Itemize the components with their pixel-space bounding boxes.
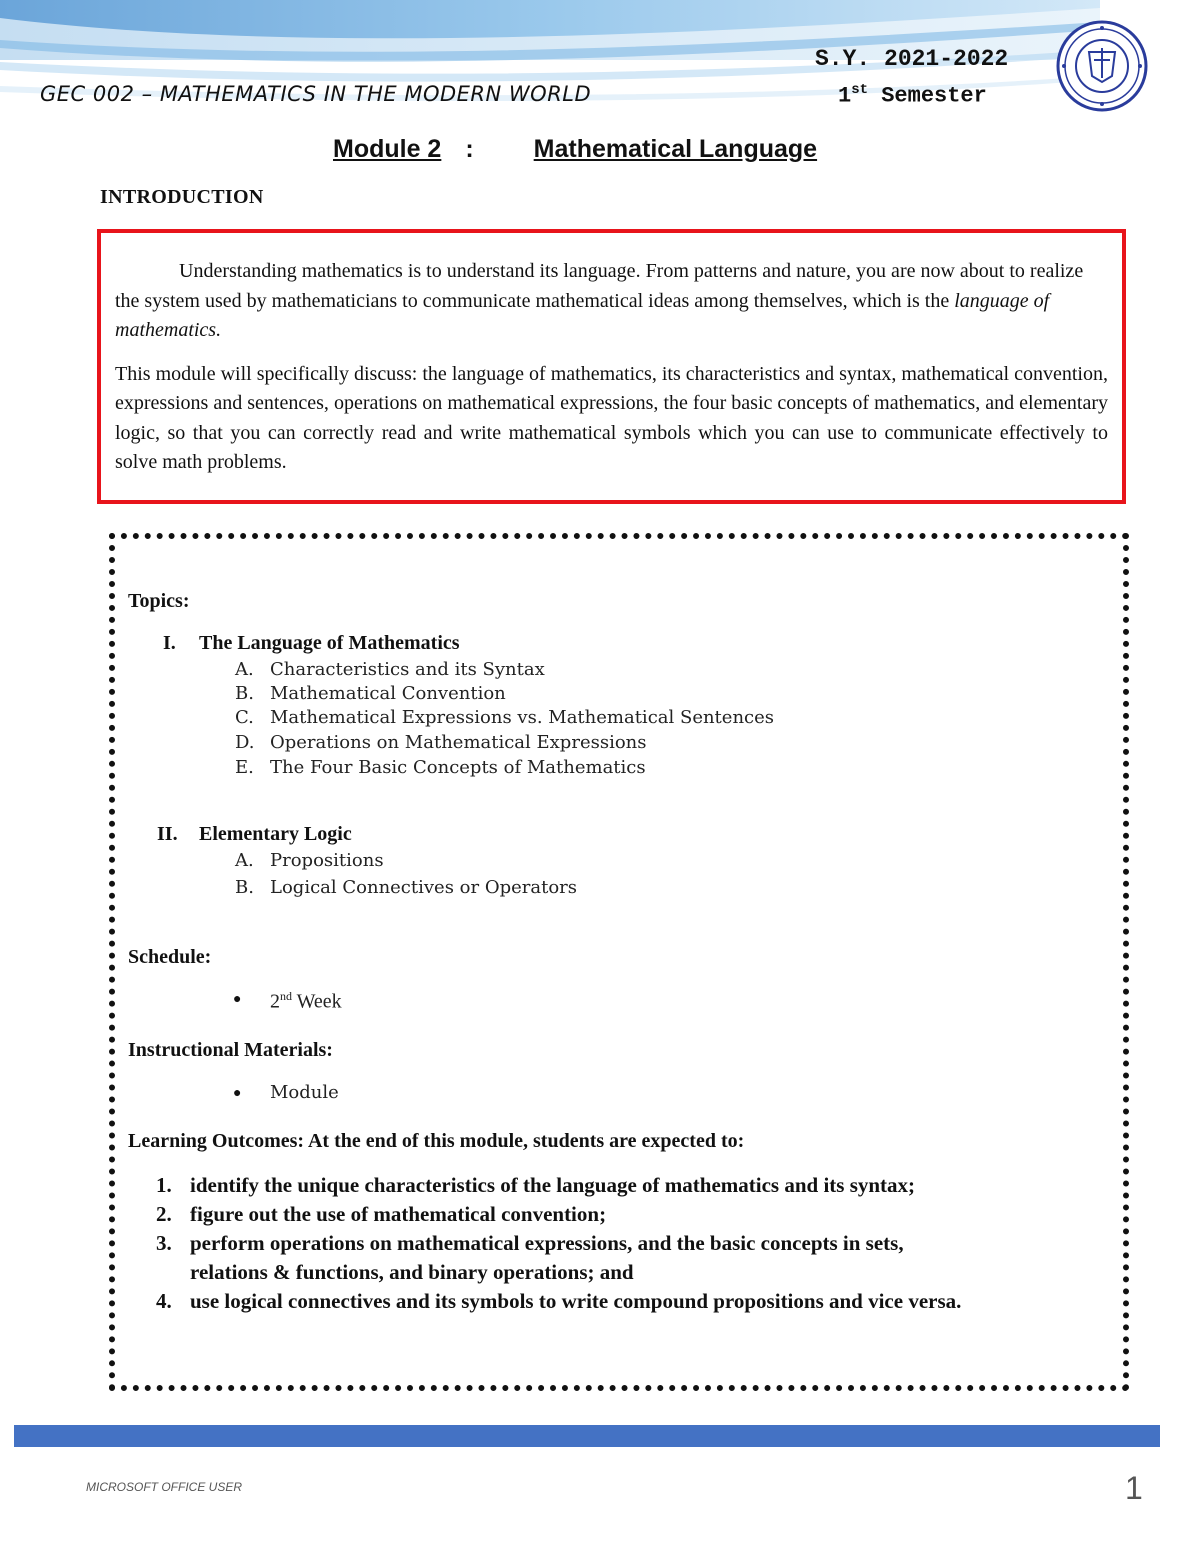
semester-number: 1 [838, 83, 852, 109]
topic-item: Operations on Mathematical Expressions [270, 732, 647, 753]
topics-heading: Topics: [128, 590, 190, 612]
footer-user: MICROSOFT OFFICE USER [86, 1480, 242, 1494]
topic-item: Logical Connectives or Operators [270, 877, 578, 898]
section-numeral: I. [163, 632, 176, 654]
outcome-item: use logical connectives and its symbols to write compound propositions and vice versa. [190, 1289, 962, 1313]
intro-paragraph-1: Understanding mathematics is to understand its language. From patterns and nature, you are now about to realize the system used by mathematicians to communicate mathematical ideas among themselves, which is the language of mathematics. [115, 260, 1084, 341]
topic-item-letter: E. [235, 757, 254, 778]
section-title: The Language of Mathematics [199, 632, 460, 654]
outcome-item-continued: relations & functions, and binary operations; and [190, 1260, 634, 1284]
topic-item-letter: B. [235, 877, 254, 898]
outcome-item: identify the unique characteristics of the language of mathematics and its syntax; [190, 1173, 916, 1197]
topic-item-letter: C. [235, 707, 254, 728]
semester-suffix: st [851, 82, 869, 98]
topic-item: Characteristics and its Syntax [270, 659, 545, 680]
topic-item-letter: B. [235, 683, 254, 704]
module-heading [333, 135, 817, 164]
materials-heading: Instructional Materials: [128, 1039, 333, 1061]
page-number: 1 [1125, 1470, 1143, 1506]
module-separator: : [465, 135, 474, 163]
topic-item-letter: A. [235, 850, 254, 871]
outcome-item: figure out the use of mathematical convention; [190, 1202, 607, 1226]
introduction-box [97, 229, 1126, 504]
intro-emphasis: language of mathematics. [115, 289, 1050, 341]
section-numeral: II. [157, 823, 178, 845]
topic-item: Mathematical Convention [270, 683, 506, 704]
schedule-week: 2nd Week [270, 989, 342, 1013]
course-title: GEC 002 – MATHEMATICS IN THE MODERN WORLD [40, 82, 592, 106]
university-seal-icon [1056, 20, 1148, 112]
outcome-number: 3. [156, 1231, 172, 1255]
outcome-number: 1. [156, 1173, 172, 1197]
introduction-heading: INTRODUCTION [100, 186, 264, 208]
outcome-item: perform operations on mathematical expressions, and the basic concepts in sets, [190, 1231, 904, 1255]
section-title: Elementary Logic [199, 823, 352, 845]
module-label: Module 2 [333, 135, 442, 163]
topic-item-letter: A. [235, 659, 254, 680]
bullet-icon: ● [233, 1086, 242, 1101]
schedule-heading: Schedule: [128, 946, 212, 968]
topic-item-letter: D. [235, 732, 255, 753]
topic-item: The Four Basic Concepts of Mathematics [270, 757, 646, 778]
outcome-number: 4. [156, 1289, 172, 1313]
bullet-icon: ● [233, 992, 242, 1007]
module-title: Mathematical Language [533, 135, 818, 163]
outcomes-heading: Learning Outcomes: At the end of this module, students are expected to: [128, 1130, 745, 1152]
school-year: S.Y. 2021-2022 [815, 46, 1009, 72]
outcome-number: 2. [156, 1202, 172, 1226]
semester [838, 82, 987, 108]
topic-item: Mathematical Expressions vs. Mathematical Sentences [270, 707, 775, 728]
intro-paragraph-2: This module will specifically discuss: the language of mathematics, its characteristics and syntax, mathematical convention, expressions and sentences, operations on mathematical expressions, the four basic concepts of mathematics, and elementary logic, so that you can correctly read and write mathematical symbols which you can use to communicate effectively to solve math problems. [115, 362, 1108, 473]
footer-bar [14, 1425, 1160, 1447]
topic-item: Propositions [270, 850, 384, 871]
materials-item: Module [270, 1082, 339, 1103]
semester-word: Semester [881, 83, 987, 109]
